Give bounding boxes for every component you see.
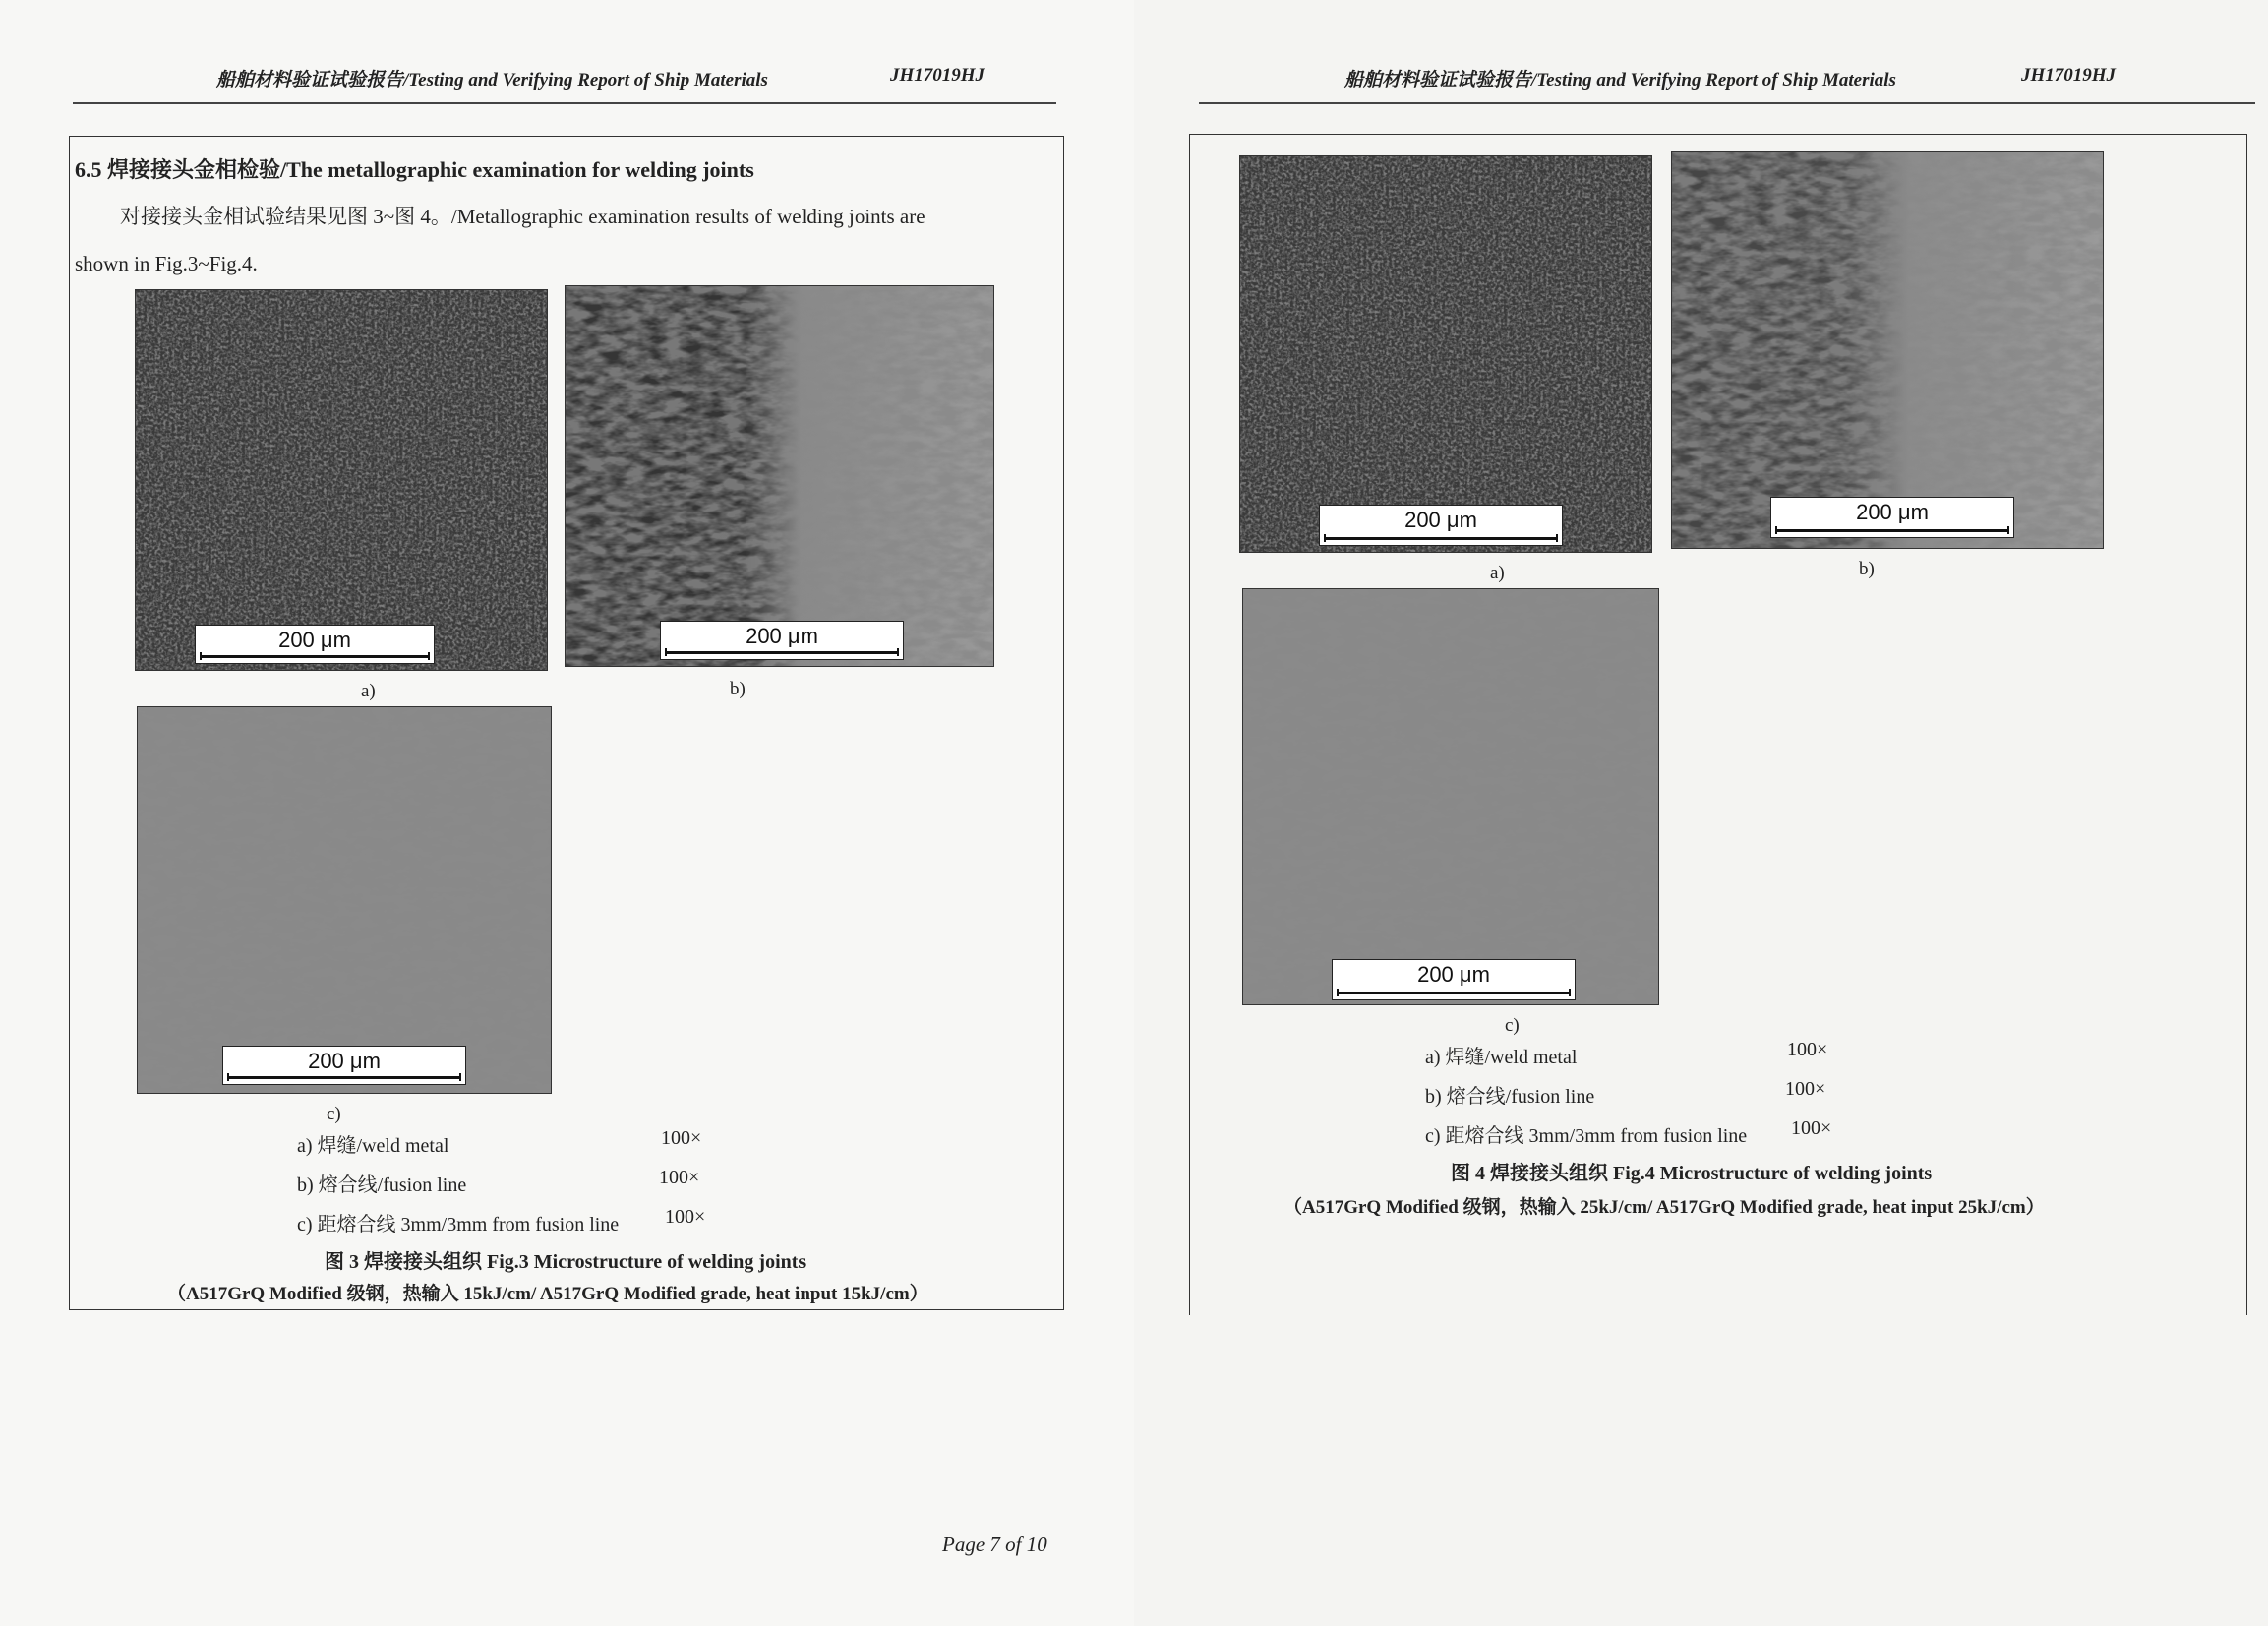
header-title: 船舶材料验证试验报告/Testing and Verifying Report of Ship Materials xyxy=(216,70,768,90)
scale-bar: 200 μm xyxy=(195,625,435,664)
report-page-right xyxy=(1134,0,2268,1626)
scale-bar: 200 μm xyxy=(1319,505,1563,546)
figure-label-c: c) xyxy=(327,1104,341,1124)
page-header xyxy=(216,65,768,91)
page-header xyxy=(1344,65,1896,91)
header-divider xyxy=(73,102,1056,104)
intro-text-line1: 对接接头金相试验结果见图 3~图 4。/Metallographic examination results of welding joints are xyxy=(120,205,925,228)
figure-label-a: a) xyxy=(1490,563,1505,583)
micrograph-3mm-from-fusion-line xyxy=(137,706,552,1094)
scale-bar: 200 μm xyxy=(1332,959,1576,1000)
figure-caption: 图 4 焊接接头组织 Fig.4 Microstructure of welding joints xyxy=(1451,1163,1933,1184)
micrograph-fusion-line xyxy=(1671,151,2104,549)
legend-mag-c: 100× xyxy=(1791,1117,1832,1139)
legend-item-c: c) 距熔合线 3mm/3mm from fusion line xyxy=(297,1214,620,1235)
legend-mag-b: 100× xyxy=(659,1167,700,1188)
figure-caption-sub: （A517GrQ Modified 级钢，热输入 25kJ/cm/ A517GrQ Modified grade, heat input 25kJ/cm） xyxy=(1283,1197,2045,1218)
header-title: 船舶材料验证试验报告/Testing and Verifying Report of Ship Materials xyxy=(1344,70,1896,90)
micrograph-weld-metal xyxy=(135,289,548,671)
figure-label-c: c) xyxy=(1505,1015,1520,1036)
intro-text-line2: shown in Fig.3~Fig.4. xyxy=(75,252,258,275)
legend-mag-c: 100× xyxy=(665,1206,706,1228)
figure-label-a: a) xyxy=(361,681,376,701)
report-number: JH17019HJ xyxy=(2021,65,2117,86)
micrograph-fusion-line xyxy=(565,285,994,667)
report-number: JH17019HJ xyxy=(890,65,985,86)
legend-item-b: b) 熔合线/fusion line xyxy=(1425,1086,1595,1108)
legend-item-a: a) 焊缝/weld metal xyxy=(297,1135,449,1157)
legend-mag-a: 100× xyxy=(1787,1039,1828,1060)
legend-mag-a: 100× xyxy=(661,1127,702,1149)
legend-item-b: b) 熔合线/fusion line xyxy=(297,1174,467,1196)
page-number: Page 7 of 10 xyxy=(942,1533,1047,1556)
figure-caption-sub: （A517GrQ Modified 级钢，热输入 15kJ/cm/ A517GrQ Modified grade, heat input 15kJ/cm） xyxy=(167,1284,928,1304)
figure-label-b: b) xyxy=(730,679,746,699)
section-title: 6.5 焊接接头金相检验/The metallographic examination for welding joints xyxy=(75,157,754,182)
scale-bar: 200 μm xyxy=(660,621,904,660)
figure-caption: 图 3 焊接接头组织 Fig.3 Microstructure of welding joints xyxy=(325,1251,806,1273)
scale-bar: 200 μm xyxy=(1770,497,2014,538)
scale-bar: 200 μm xyxy=(222,1046,466,1085)
figure-label-b: b) xyxy=(1859,559,1875,579)
legend-mag-b: 100× xyxy=(1785,1078,1826,1100)
micrograph-3mm-from-fusion-line xyxy=(1242,588,1659,1005)
micrograph-weld-metal xyxy=(1239,155,1652,553)
legend-item-a: a) 焊缝/weld metal xyxy=(1425,1047,1578,1068)
header-divider xyxy=(1199,102,2255,104)
legend-item-c: c) 距熔合线 3mm/3mm from fusion line xyxy=(1425,1125,1748,1147)
